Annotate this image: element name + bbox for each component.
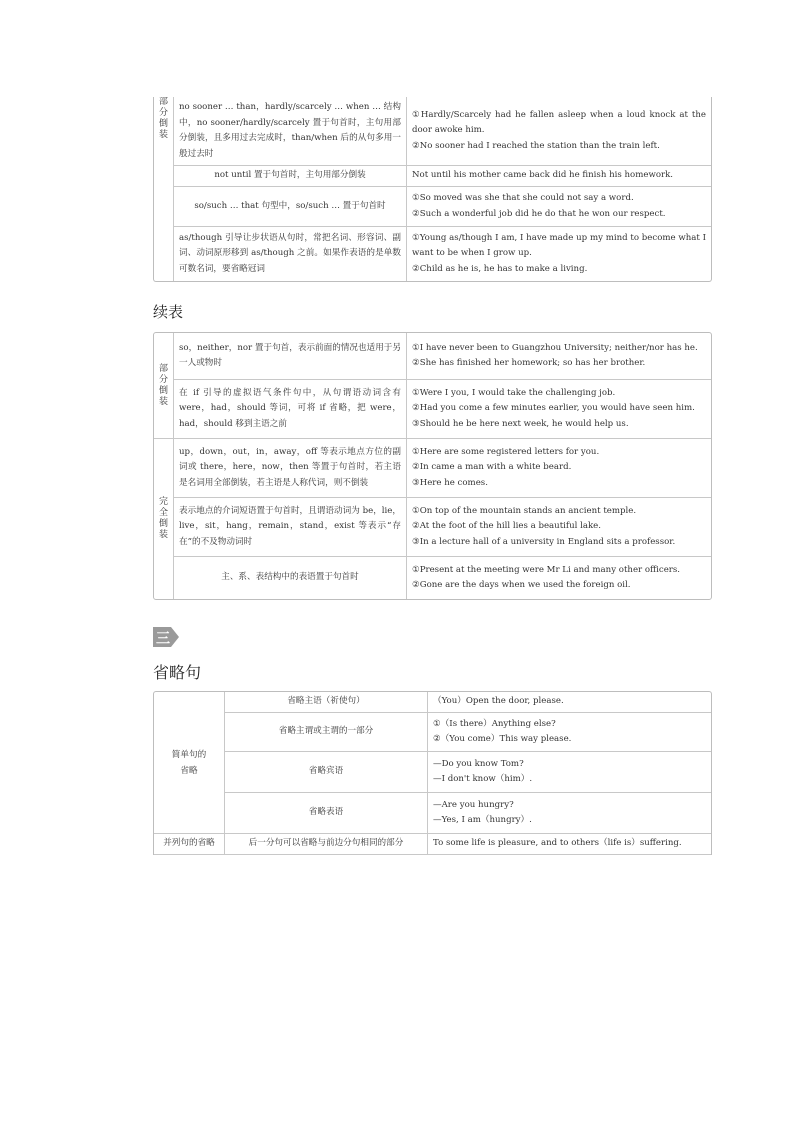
example-line: ③Here he comes. [412, 477, 488, 488]
example-cell [428, 692, 711, 713]
example-line: ①So moved was she that she could not say a word. [412, 193, 634, 203]
example-line: —Are you hungry? [433, 799, 514, 810]
example-cell [428, 713, 711, 752]
rule-cell: 表示地点的介词短语置于句首时，且谓语动词为 be，lie，live，sit，hang，remain，stand，exist 等表示“存在”的不及物动词时 [174, 498, 407, 557]
rule-cell: 省略主谓或主谓的一部分 [225, 713, 428, 752]
example-line: ②At the foot of the hill lies a beautiful lake. [412, 521, 601, 532]
example-cell [407, 380, 711, 439]
example-line: ①Were I you, I would take the challenging job. [412, 387, 616, 398]
example-line: ②Such a wonderful job did he do that he won our respect. [412, 208, 666, 219]
category-label: 完全倒装 [158, 497, 168, 540]
section-title: 省略句 [153, 663, 202, 682]
category-label: 部分倒装 [158, 97, 168, 140]
category-cell [154, 333, 174, 439]
example-cell [407, 557, 711, 599]
rule-cell: 省略表语 [225, 793, 428, 834]
example-cell [407, 498, 711, 557]
example-line: ①Young as/though I am, I have made up my mind to become what I want to be when I grow up. [412, 232, 706, 259]
rule-cell: 省略主语（祈使句） [225, 692, 428, 713]
example-line: Not until his mother came back did he finish his homework. [412, 170, 674, 181]
rule-cell: up，down，out，in，away，off 等表示地点方位的副词或 there，here，now，then 等置于句首时，若主语是名词用全部倒装，若主语是人称代词，则不倒装 [174, 439, 407, 498]
rule-cell: so/such … that 句型中，so/such … 置于句首时 [174, 187, 407, 227]
example-line: ②（You come）This way please. [433, 734, 572, 744]
rule-cell: 省略宾语 [225, 752, 428, 793]
example-line: ①On top of the mountain stands an ancient temple. [412, 505, 637, 516]
example-cell [407, 97, 711, 166]
example-cell [407, 227, 711, 281]
example-line: ③In a lecture hall of a university in England sits a professor. [412, 536, 676, 547]
example-line: ②No sooner had I reached the station than the train left. [412, 140, 660, 151]
rule-cell: as/though 引导让步状语从句时，常把名词、形容词、副词、动词原形移到 as/though 之前。如果作表语的是单数可数名词，要省略冠词 [174, 227, 407, 281]
example-cell [428, 752, 711, 793]
example-line: ①I have never been to Guangzhou University; neither/nor has he. [412, 342, 698, 353]
rule-cell: not until 置于句首时，主句用部分倒装 [174, 166, 407, 187]
example-cell [407, 166, 711, 187]
rule-cell: 在 if 引导的虚拟语气条件句中，从句谓语动词含有 were，had，should 等词，可将 if 省略，把 were，had，should 移到主语之前 [174, 380, 407, 439]
example-line: ①Present at the meeting were Mr Li and many other officers. [412, 564, 681, 575]
continued-label: 续表 [153, 303, 184, 321]
example-line: ②In came a man with a white beard. [412, 462, 572, 473]
example-cell [407, 187, 711, 227]
example-line: ①Hardly/Scarcely had he fallen asleep when a loud knock at the door awoke him. [412, 109, 706, 136]
inversion-table-part1 [153, 97, 712, 282]
rule-cell: 主、系、表结构中的表语置于句首时 [174, 557, 407, 599]
category-label: 部分倒装 [158, 363, 168, 407]
example-line: ①（Is there）Anything else? [433, 718, 556, 729]
category-cell [154, 692, 225, 834]
example-line: ②She has finished her homework; so has her brother. [412, 358, 646, 368]
rule-cell: 后一分句可以省略与前边分句相同的部分 [225, 834, 428, 855]
example-line: —Yes, I am（hungry）. [433, 815, 532, 825]
rule-cell: so，neither，nor 置于句首，表示前面的情况也适用于另一人或物时 [174, 333, 407, 380]
example-line: To some life is pleasure, and to others（life is）suffering. [433, 838, 682, 849]
example-line: ②Had you come a few minutes earlier, you would have seen him. [412, 403, 695, 414]
example-line: —I don't know（him）. [433, 774, 533, 784]
category-cell [154, 439, 174, 599]
section-number: 三 [156, 631, 170, 647]
ellipsis-table [153, 691, 712, 855]
example-cell [407, 439, 711, 498]
category-label: 简单句的省略 [171, 749, 207, 776]
example-line: （You）Open the door, please. [433, 696, 564, 707]
example-line: —Do you know Tom? [433, 758, 524, 769]
example-cell [407, 333, 711, 380]
section-badge [153, 627, 179, 647]
example-line: ①Here are some registered letters for you. [412, 446, 600, 457]
inversion-table-part2 [153, 332, 712, 600]
example-line: ②Gone are the days when we used the foreign oil. [412, 580, 631, 590]
category-label: 并列句的省略 [154, 834, 225, 855]
example-line: ③Should he be here next week, he would help us. [412, 418, 629, 429]
example-line: ②Child as he is, he has to make a living. [412, 263, 588, 274]
category-cell [154, 97, 174, 281]
rule-cell: no sooner … than，hardly/scarcely … when … 结构中，no sooner/hardly/scarcely 置于句首时，主句用部分倒装，且多用过去完成时，than/when 后的从句多用一般过去时 [174, 97, 407, 166]
example-cell [428, 834, 711, 855]
example-cell [428, 793, 711, 834]
